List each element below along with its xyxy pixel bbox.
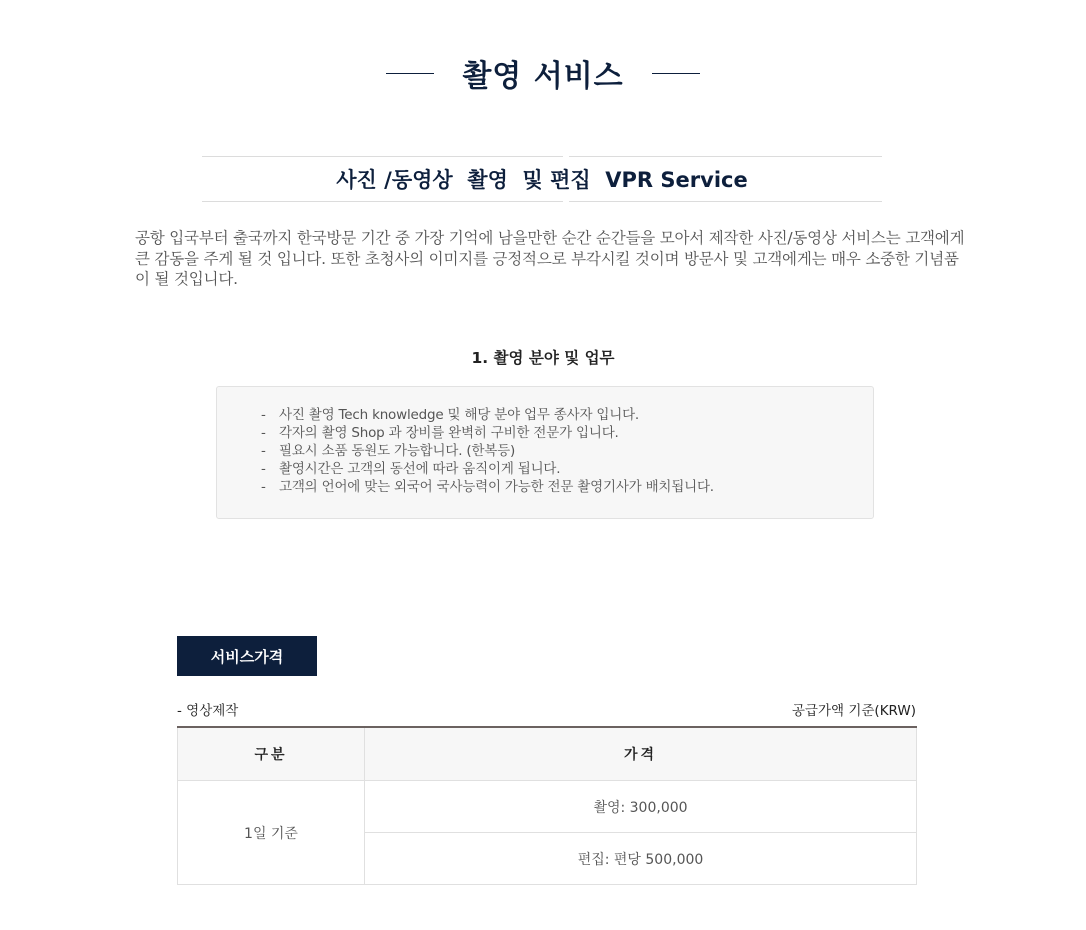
list-item-text: 각자의 촬영 Shop 과 장비를 완벽히 구비한 전문가 입니다. bbox=[279, 425, 619, 441]
subtitle: 사진 /동영상 촬영 및 편집 VPR Service bbox=[336, 168, 748, 192]
list-item bbox=[261, 442, 873, 460]
service-price-tab[interactable]: 서비스가격 bbox=[177, 636, 317, 676]
table-caption-currency: 공급가액 기준(KRW) bbox=[791, 703, 916, 719]
table-row bbox=[178, 781, 917, 833]
table-caption-video: - 영상제작 bbox=[177, 703, 239, 719]
page-title: 촬영 서비스 bbox=[462, 59, 624, 94]
list-dash: - bbox=[261, 407, 266, 423]
list-dash: - bbox=[261, 425, 266, 441]
table-header-price: 가격 bbox=[365, 727, 917, 781]
intro-paragraph: 공항 입국부터 출국까지 한국방문 기간 중 가장 기억에 남을만한 순간 순간들을 모아서 제작한 사진/동영상 서비스는 고객에게 큰 감동을 주게 될 것 입니다. 또한 초청사의 이미지를 긍정적으로 부각시킬 것이며 방문사 및 고객에게는 매우 소중한 기념품이 될 것입니다. bbox=[135, 229, 965, 288]
list-item bbox=[261, 478, 873, 496]
list-item bbox=[261, 460, 873, 478]
list-item-text: 고객의 언어에 맞는 외국어 국사능력이 가능한 전문 촬영기사가 배치됩니다. bbox=[279, 479, 714, 495]
table-header-category: 구분 bbox=[178, 727, 365, 781]
table-cell-price: 촬영: 300,000 bbox=[365, 781, 917, 833]
list-item bbox=[261, 424, 873, 442]
price-table bbox=[177, 726, 917, 885]
list-item bbox=[261, 406, 873, 424]
list-dash: - bbox=[261, 443, 266, 459]
list-dash: - bbox=[261, 479, 266, 495]
subtitle-bar bbox=[202, 156, 882, 202]
title-line-left bbox=[386, 73, 434, 74]
table-cell-price: 편집: 편당 500,000 bbox=[365, 833, 917, 885]
section-heading-photo-fields: 1. 촬영 분야 및 업무 bbox=[471, 349, 615, 367]
list-item-text: 사진 촬영 Tech knowledge 및 해당 분야 업무 종사자 입니다. bbox=[279, 407, 640, 423]
table-header-row bbox=[178, 727, 917, 781]
list-dash: - bbox=[261, 461, 266, 477]
list-item-text: 필요시 소품 동원도 가능합니다. (한복등) bbox=[279, 443, 516, 459]
table-cell-category: 1일 기준 bbox=[178, 781, 365, 885]
subtitle-divider-gap-bottom bbox=[563, 199, 569, 203]
title-line-right bbox=[652, 73, 700, 74]
page-title-block bbox=[0, 50, 1086, 96]
subtitle-divider-gap-top bbox=[563, 155, 569, 159]
list-item-text: 촬영시간은 고객의 동선에 따라 움직이게 됩니다. bbox=[279, 461, 561, 477]
feature-box bbox=[216, 386, 874, 519]
feature-list bbox=[217, 387, 873, 496]
